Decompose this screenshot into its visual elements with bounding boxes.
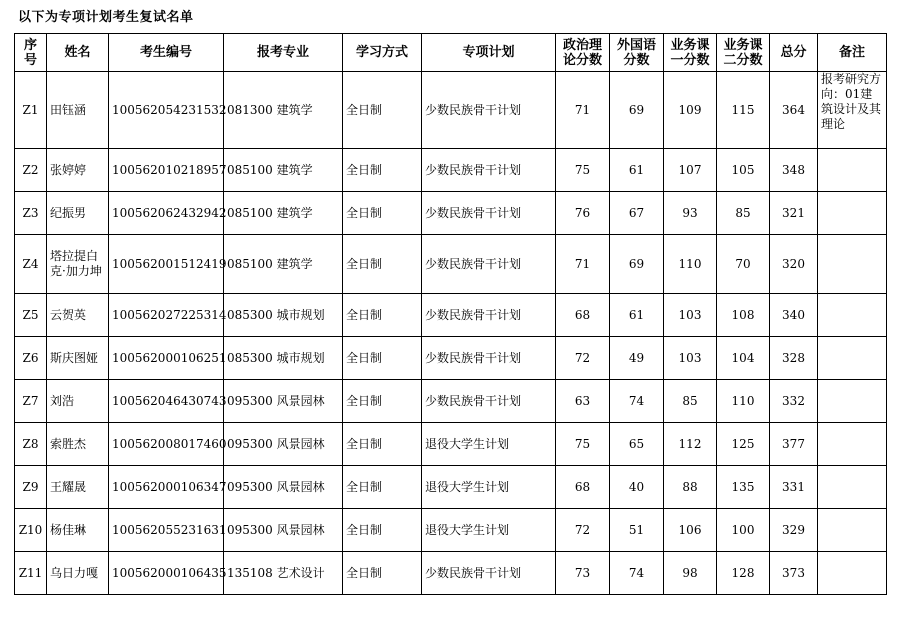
cell-plan: 退役大学生计划 (422, 509, 556, 552)
cell-politics: 73 (556, 552, 610, 595)
header-total: 总分 (770, 34, 818, 72)
cell-course1: 88 (664, 466, 717, 509)
cell-politics: 71 (556, 235, 610, 294)
cell-id: 100562027225314 (109, 294, 224, 337)
cell-major: 095300 风景园林 (224, 423, 343, 466)
cell-note (818, 337, 887, 380)
cell-total: 321 (770, 192, 818, 235)
header-foreign: 外国语分数 (610, 34, 664, 72)
cell-note (818, 149, 887, 192)
cell-total: 331 (770, 466, 818, 509)
cell-mode: 全日制 (343, 72, 422, 149)
cell-mode: 全日制 (343, 337, 422, 380)
cell-total: 377 (770, 423, 818, 466)
table-row (15, 149, 887, 192)
cell-foreign: 65 (610, 423, 664, 466)
cell-foreign: 67 (610, 192, 664, 235)
cell-course2: 115 (717, 72, 770, 149)
cell-total: 329 (770, 509, 818, 552)
cell-course1: 103 (664, 337, 717, 380)
cell-course1: 93 (664, 192, 717, 235)
cell-course2: 104 (717, 337, 770, 380)
table-row (15, 235, 887, 294)
header-major: 报考专业 (224, 34, 343, 72)
cell-no: Z6 (15, 337, 47, 380)
cell-politics: 68 (556, 466, 610, 509)
table-row (15, 380, 887, 423)
header-note: 备注 (818, 34, 887, 72)
cell-major: 085100 建筑学 (224, 149, 343, 192)
cell-course2: 85 (717, 192, 770, 235)
cell-id: 100562000106347 (109, 466, 224, 509)
cell-foreign: 51 (610, 509, 664, 552)
cell-note (818, 466, 887, 509)
cell-course1: 85 (664, 380, 717, 423)
cell-id: 100562008017460 (109, 423, 224, 466)
header-politics: 政治理论分数 (556, 34, 610, 72)
cell-major: 095300 风景园林 (224, 509, 343, 552)
cell-mode: 全日制 (343, 235, 422, 294)
cell-major: 085100 建筑学 (224, 192, 343, 235)
cell-foreign: 61 (610, 294, 664, 337)
cell-foreign: 74 (610, 552, 664, 595)
cell-mode: 全日制 (343, 192, 422, 235)
cell-note (818, 552, 887, 595)
cell-id: 100562001512419 (109, 235, 224, 294)
cell-course2: 100 (717, 509, 770, 552)
cell-name: 塔拉提白克·加力坤 (47, 235, 109, 294)
header-no: 序号 (15, 34, 47, 72)
cell-no: Z10 (15, 509, 47, 552)
cell-major: 085300 城市规划 (224, 337, 343, 380)
cell-id: 100562062432942 (109, 192, 224, 235)
cell-course1: 107 (664, 149, 717, 192)
cell-plan: 少数民族骨干计划 (422, 380, 556, 423)
cell-course2: 135 (717, 466, 770, 509)
cell-plan: 少数民族骨干计划 (422, 337, 556, 380)
cell-politics: 75 (556, 423, 610, 466)
cell-total: 332 (770, 380, 818, 423)
cell-course1: 109 (664, 72, 717, 149)
header-plan: 专项计划 (422, 34, 556, 72)
cell-mode: 全日制 (343, 423, 422, 466)
cell-plan: 少数民族骨干计划 (422, 72, 556, 149)
cell-name: 杨佳琳 (47, 509, 109, 552)
cell-note (818, 192, 887, 235)
cell-major: 095300 风景园林 (224, 380, 343, 423)
candidate-table (14, 33, 887, 595)
cell-politics: 76 (556, 192, 610, 235)
cell-name: 张婷婷 (47, 149, 109, 192)
header-course1: 业务课一分数 (664, 34, 717, 72)
cell-name: 乌日力嘎 (47, 552, 109, 595)
header-course2: 业务课二分数 (717, 34, 770, 72)
cell-no: Z7 (15, 380, 47, 423)
table-row (15, 294, 887, 337)
cell-id: 100562046430743 (109, 380, 224, 423)
cell-total: 373 (770, 552, 818, 595)
cell-course1: 98 (664, 552, 717, 595)
cell-politics: 72 (556, 337, 610, 380)
cell-mode: 全日制 (343, 509, 422, 552)
table-row (15, 192, 887, 235)
cell-note (818, 235, 887, 294)
cell-major: 135108 艺术设计 (224, 552, 343, 595)
cell-course1: 110 (664, 235, 717, 294)
page-title: 以下为专项计划考生复试名单 (18, 10, 194, 25)
cell-politics: 75 (556, 149, 610, 192)
table-row (15, 552, 887, 595)
cell-mode: 全日制 (343, 149, 422, 192)
cell-id: 100562000106435 (109, 552, 224, 595)
cell-id: 100562054231532 (109, 72, 224, 149)
cell-course2: 108 (717, 294, 770, 337)
cell-mode: 全日制 (343, 466, 422, 509)
cell-note (818, 294, 887, 337)
cell-name: 云贺英 (47, 294, 109, 337)
cell-major: 081300 建筑学 (224, 72, 343, 149)
cell-note (818, 509, 887, 552)
cell-id: 100562010218957 (109, 149, 224, 192)
cell-foreign: 69 (610, 72, 664, 149)
cell-name: 王耀晟 (47, 466, 109, 509)
cell-plan: 退役大学生计划 (422, 466, 556, 509)
table-row (15, 423, 887, 466)
cell-foreign: 61 (610, 149, 664, 192)
table-row (15, 337, 887, 380)
cell-politics: 68 (556, 294, 610, 337)
cell-no: Z4 (15, 235, 47, 294)
cell-course2: 110 (717, 380, 770, 423)
cell-total: 340 (770, 294, 818, 337)
cell-total: 328 (770, 337, 818, 380)
cell-no: Z5 (15, 294, 47, 337)
cell-name: 刘浩 (47, 380, 109, 423)
cell-course2: 125 (717, 423, 770, 466)
cell-course2: 105 (717, 149, 770, 192)
cell-course1: 112 (664, 423, 717, 466)
table-row (15, 466, 887, 509)
cell-no: Z9 (15, 466, 47, 509)
cell-total: 348 (770, 149, 818, 192)
cell-plan: 少数民族骨干计划 (422, 149, 556, 192)
cell-no: Z11 (15, 552, 47, 595)
cell-foreign: 69 (610, 235, 664, 294)
cell-mode: 全日制 (343, 294, 422, 337)
cell-foreign: 74 (610, 380, 664, 423)
cell-politics: 71 (556, 72, 610, 149)
cell-no: Z2 (15, 149, 47, 192)
cell-mode: 全日制 (343, 552, 422, 595)
cell-note (818, 423, 887, 466)
cell-plan: 少数民族骨干计划 (422, 552, 556, 595)
cell-total: 320 (770, 235, 818, 294)
cell-name: 斯庆图娅 (47, 337, 109, 380)
cell-foreign: 40 (610, 466, 664, 509)
cell-total: 364 (770, 72, 818, 149)
cell-note (818, 380, 887, 423)
cell-course1: 106 (664, 509, 717, 552)
cell-politics: 72 (556, 509, 610, 552)
cell-note: 报考研究方向：01建筑设计及其理论 (818, 72, 887, 149)
cell-mode: 全日制 (343, 380, 422, 423)
cell-course2: 128 (717, 552, 770, 595)
cell-no: Z1 (15, 72, 47, 149)
cell-name: 纪振男 (47, 192, 109, 235)
header-id: 考生编号 (109, 34, 224, 72)
header-row (15, 34, 887, 72)
cell-name: 索胜杰 (47, 423, 109, 466)
cell-politics: 63 (556, 380, 610, 423)
cell-plan: 少数民族骨干计划 (422, 235, 556, 294)
cell-name: 田钰涵 (47, 72, 109, 149)
cell-plan: 少数民族骨干计划 (422, 192, 556, 235)
cell-no: Z3 (15, 192, 47, 235)
cell-plan: 少数民族骨干计划 (422, 294, 556, 337)
table-row (15, 509, 887, 552)
cell-id: 100562055231631 (109, 509, 224, 552)
table-row (15, 72, 887, 149)
cell-major: 085300 城市规划 (224, 294, 343, 337)
cell-course1: 103 (664, 294, 717, 337)
header-name: 姓名 (47, 34, 109, 72)
cell-major: 085100 建筑学 (224, 235, 343, 294)
header-mode: 学习方式 (343, 34, 422, 72)
cell-id: 100562000106251 (109, 337, 224, 380)
cell-foreign: 49 (610, 337, 664, 380)
cell-course2: 70 (717, 235, 770, 294)
cell-no: Z8 (15, 423, 47, 466)
cell-plan: 退役大学生计划 (422, 423, 556, 466)
cell-major: 095300 风景园林 (224, 466, 343, 509)
